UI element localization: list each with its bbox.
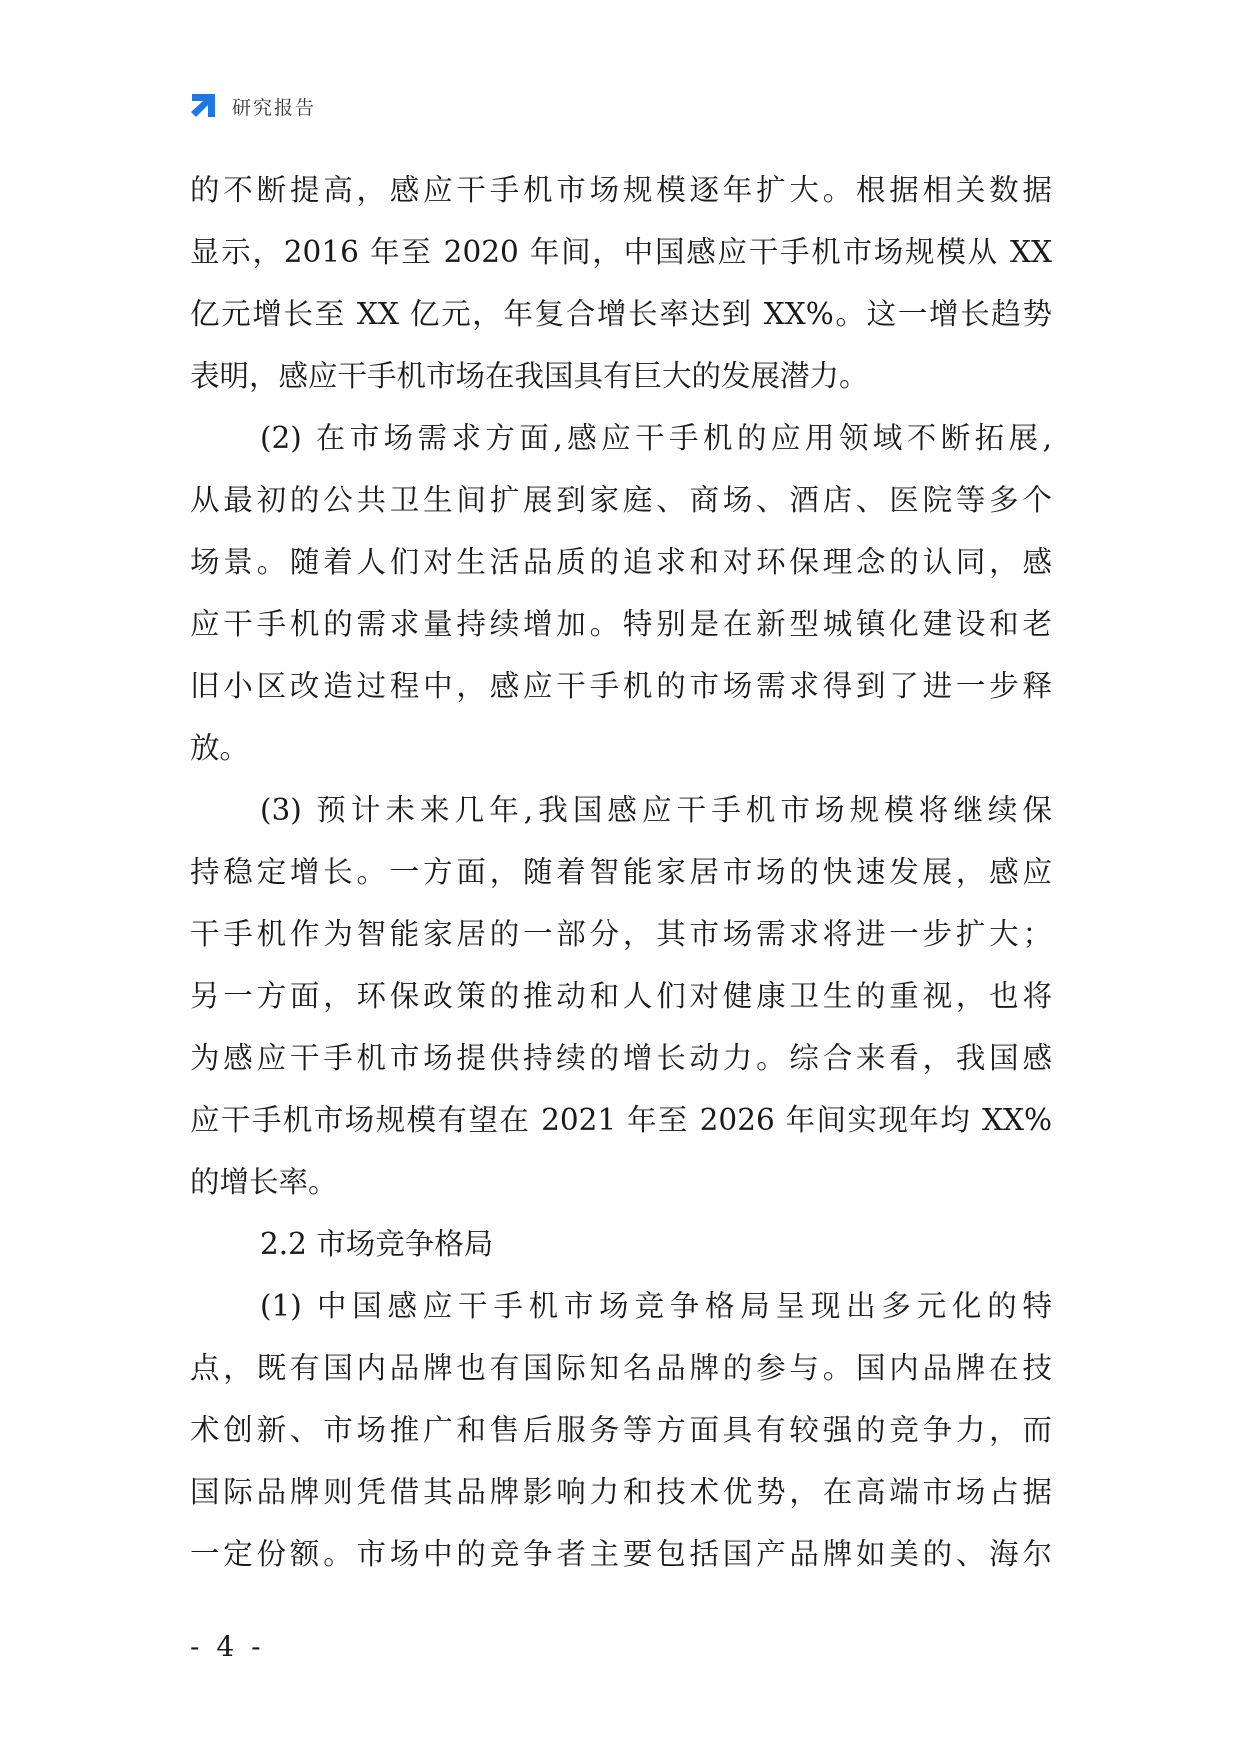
- paragraph-line: 表明，感应干手机市场在我国具有巨大的发展潜力。: [190, 359, 869, 393]
- page-header: [188, 88, 316, 124]
- paragraph-line: 从最初的公共卫生间扩展到家庭、商场、酒店、医院等多个: [190, 483, 1052, 517]
- paragraph-line: 旧小区改造过程中，感应干手机的市场需求得到了进一步释: [190, 669, 1052, 703]
- section-heading: 2.2 市场竞争格局: [260, 1227, 494, 1261]
- paragraph-line: 一定份额。市场中的竞争者主要包括国产品牌如美的、海尔: [190, 1537, 1052, 1571]
- paragraph-line: 国际品牌则凭借其品牌影响力和技术优势，在高端市场占据: [190, 1475, 1052, 1509]
- paragraph-line: (3) 预计未来几年,我国感应干手机市场规模将继续保: [260, 793, 1052, 827]
- paragraph-line: (1) 中国感应干手机市场竞争格局呈现出多元化的特: [260, 1289, 1052, 1323]
- paragraph-line: 场景。随着人们对生活品质的追求和对环保理念的认同，感: [190, 545, 1052, 579]
- paragraph-line: 亿元增长至 XX 亿元，年复合增长率达到 XX%。这一增长趋势: [190, 297, 1052, 331]
- paragraph-line: 应干手机市场规模有望在 2021 年至 2026 年间实现年均 XX%: [190, 1103, 1052, 1137]
- arrow-up-right-icon: [188, 91, 218, 121]
- paragraph-line: 放。: [190, 731, 250, 765]
- paragraph-line: 另一方面，环保政策的推动和人们对健康卫生的重视，也将: [190, 979, 1052, 1013]
- paragraph-line: 持稳定增长。一方面，随着智能家居市场的快速发展，感应: [190, 855, 1052, 889]
- paragraph-line: 为感应干手机市场提供持续的增长动力。综合来看，我国感: [190, 1041, 1052, 1075]
- paragraph-line: 的不断提高，感应干手机市场规模逐年扩大。根据相关数据: [190, 173, 1052, 207]
- header-title: 研究报告: [232, 96, 317, 119]
- document-body: [190, 159, 1052, 1585]
- paragraph-line: 术创新、市场推广和售后服务等方面具有较强的竞争力，而: [190, 1413, 1052, 1447]
- paragraph-line: 显示，2016 年至 2020 年间，中国感应干手机市场规模从 XX: [190, 235, 1052, 269]
- paragraph-line: 干手机作为智能家居的一部分，其市场需求将进一步扩大；: [190, 917, 1052, 951]
- paragraph-line: 应干手机的需求量持续增加。特别是在新型城镇化建设和老: [190, 607, 1052, 641]
- page-number: - 4 -: [190, 1630, 265, 1663]
- paragraph-line: (2) 在市场需求方面,感应干手机的应用领域不断拓展,: [260, 421, 1052, 455]
- paragraph-line: 的增长率。: [190, 1165, 338, 1199]
- paragraph-line: 点，既有国内品牌也有国际知名品牌的参与。国内品牌在技: [190, 1351, 1052, 1385]
